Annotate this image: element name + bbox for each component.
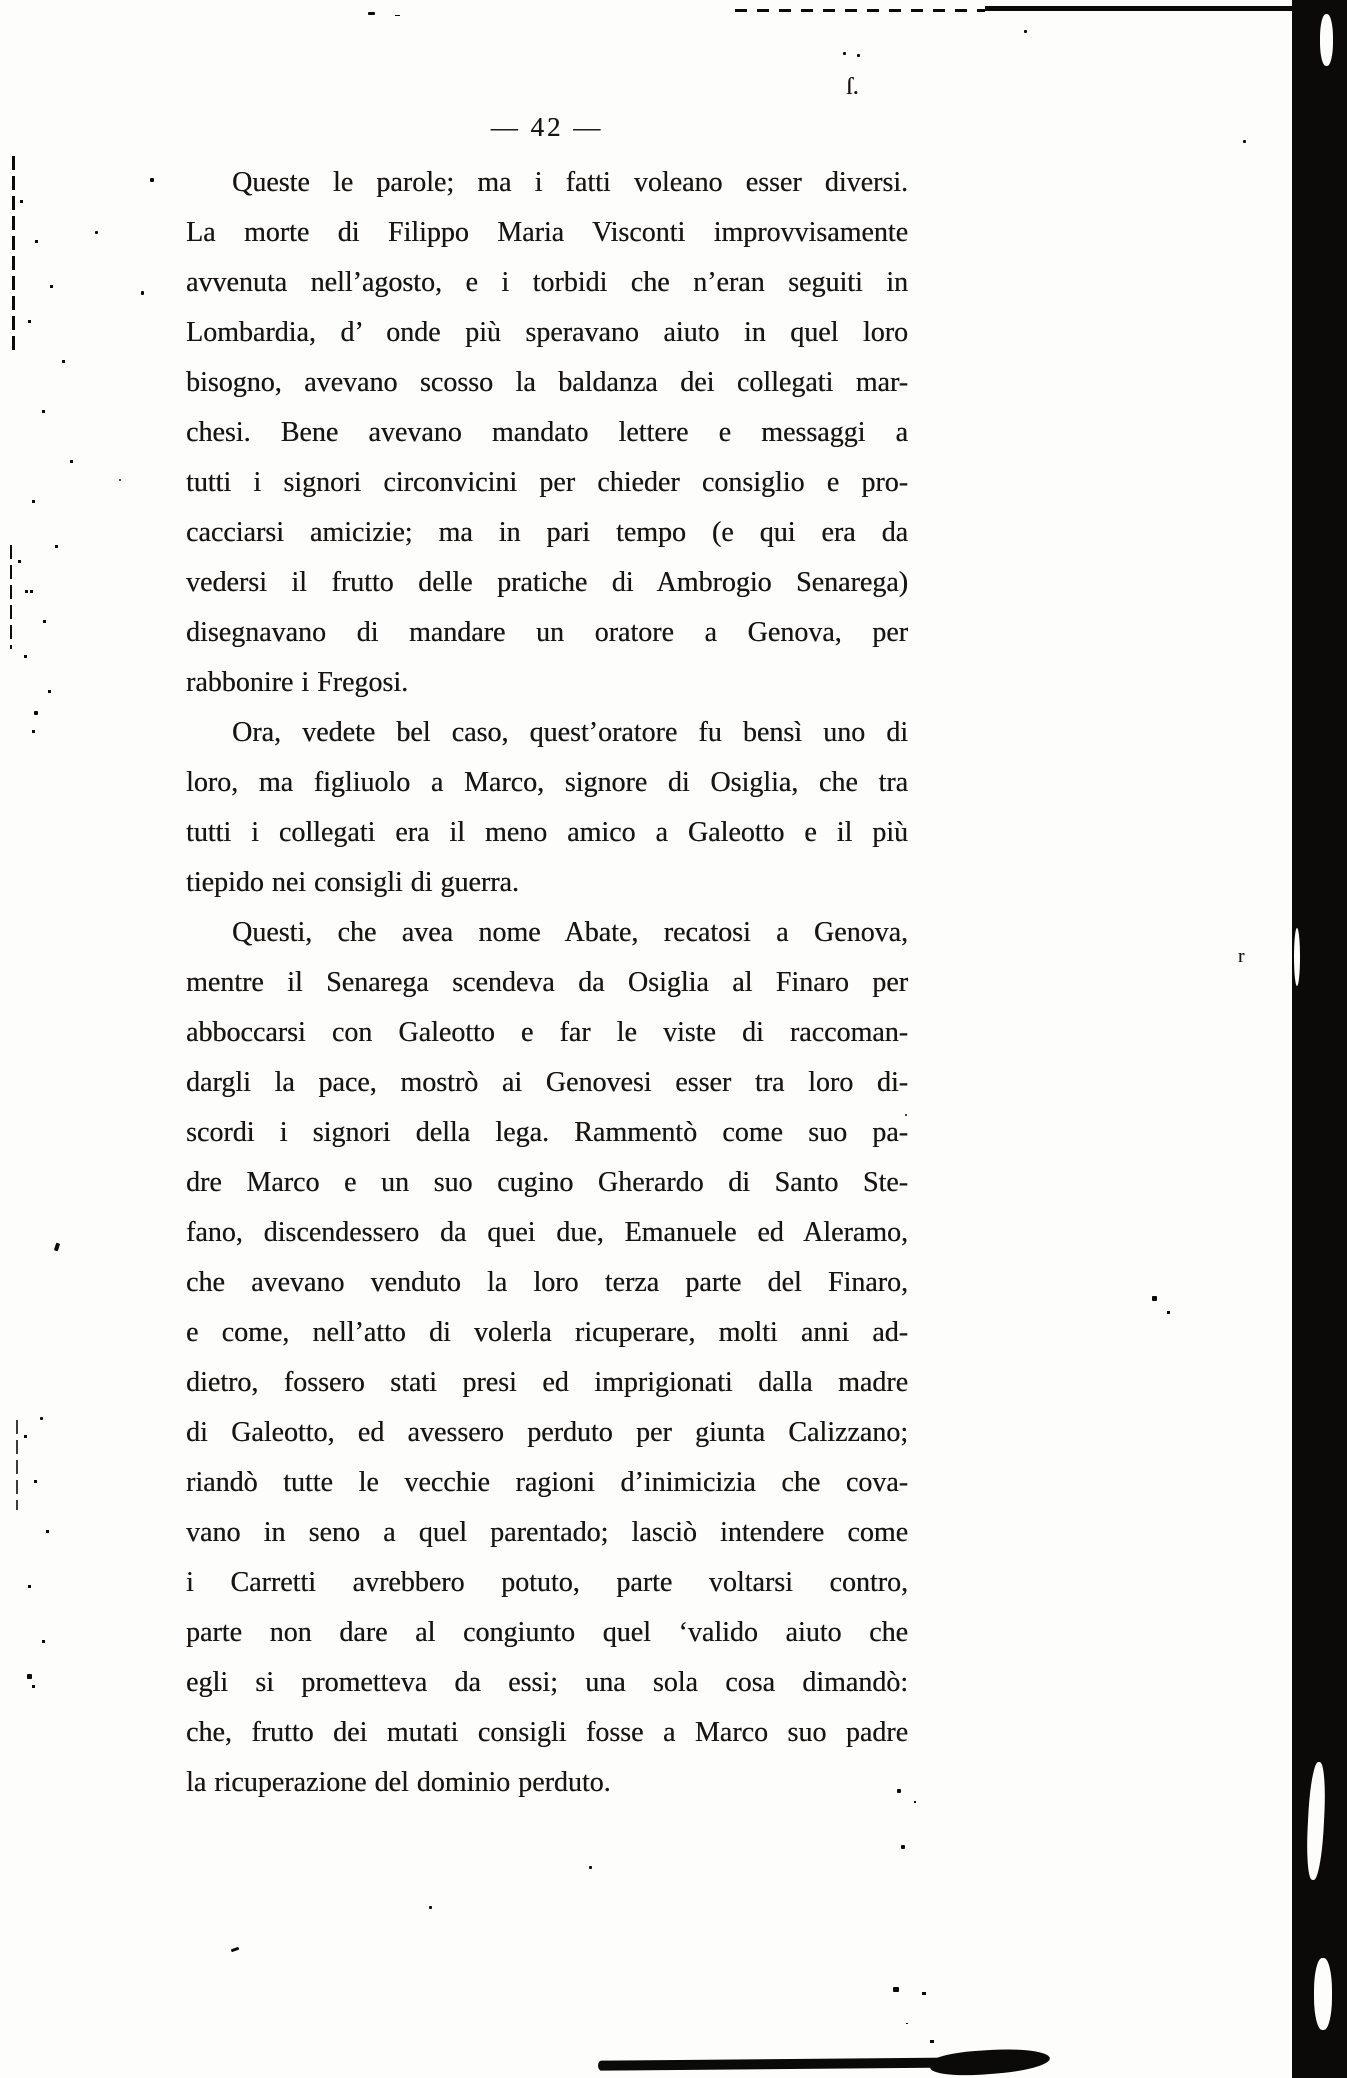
scan-bottom-smudge	[598, 2057, 980, 2070]
scan-speck	[34, 711, 38, 715]
text-line: Ora, vedete bel caso, quest’oratore fu bensì uno di	[232, 717, 908, 748]
scan-edge-gap	[1320, 14, 1333, 66]
text-line: avvenuta nell’agosto, e i torbidi che n’eran seguiti in	[186, 267, 908, 298]
scan-speck	[429, 1906, 432, 1909]
text-line: La morte di Filippo Maria Visconti improvvisamente	[186, 217, 908, 248]
text-line: vano in seno a quel parentado; lasciò intendere come	[186, 1517, 908, 1548]
scan-speck	[1024, 30, 1027, 33]
text-line: tiepido nei consigli di guerra.	[186, 867, 519, 898]
text-block	[186, 158, 908, 1808]
scan-speck	[95, 231, 98, 234]
scan-edge-gap	[1314, 1958, 1332, 2030]
text-line: riandò tutte le vecchie ragioni d’inimicizia che cova-	[186, 1467, 908, 1498]
scan-speck	[843, 52, 846, 55]
scan-speck	[150, 178, 154, 182]
scan-speck	[897, 1789, 901, 1793]
scan-top-line-solid	[985, 6, 1347, 11]
scan-scratch-line	[10, 545, 12, 649]
scan-edge-gap	[1294, 928, 1300, 986]
text-line: parte non dare al congiunto quel ‘valido aiuto che	[186, 1617, 908, 1648]
text-line: la ricuperazione del dominio perduto.	[186, 1767, 611, 1798]
scan-speck	[231, 1947, 240, 1953]
text-line: Queste le parole; ma i fatti voleano esser diversi.	[232, 167, 908, 198]
text-line: di Galeotto, ed avessero perduto per giunta Calizzano;	[186, 1417, 908, 1448]
scan-bottom-smudge	[929, 2046, 1050, 2078]
text-line: rabbonire i Fregosi.	[186, 667, 409, 698]
text-line: dargli la pace, mostrò ai Genovesi esser tra loro di-	[186, 1067, 908, 1098]
text-line: mentre il Senarega scendeva da Osiglia al Finaro per	[186, 967, 908, 998]
text-line: loro, ma figliuolo a Marco, signore di Osiglia, che tra	[186, 767, 908, 798]
text-line: chesi. Bene avevano mandato lettere e messaggi a	[186, 417, 908, 448]
text-line: Lombardia, d’ onde più speravano aiuto in quel loro	[186, 317, 908, 348]
text-line: egli si prometteva da essi; una sola cosa dimandò:	[186, 1667, 908, 1698]
scan-speck	[893, 1987, 899, 1992]
text-line: e come, nell’atto di volerla ricuperare, molti anni ad-	[186, 1317, 908, 1348]
text-line: scordi i signori della lega. Rammentò come suo pa-	[186, 1117, 908, 1148]
scan-speck	[54, 1243, 60, 1252]
paragraph	[186, 908, 908, 1808]
scan-speck	[40, 1417, 43, 1420]
scan-speck	[1152, 1296, 1157, 1301]
page-number: — 42 —	[490, 112, 604, 142]
text-line: bisogno, avevano scosso la baldanza dei collegati mar-	[186, 367, 908, 398]
text-line: dietro, fossero stati presi ed imprigionati dalla madre	[186, 1367, 908, 1398]
text-line: i Carretti avrebbero potuto, parte voltarsi contro,	[186, 1567, 908, 1598]
text-line: che, frutto dei mutati consigli fosse a Marco suo padre	[186, 1717, 908, 1748]
stray-glyph-f: ſ.	[846, 74, 859, 100]
scan-speck	[905, 1114, 907, 1116]
scan-speck	[141, 291, 144, 295]
scan-speck	[368, 12, 375, 15]
text-line: disegnavano di mandare un oratore a Genova, per	[186, 617, 908, 648]
text-line: cacciarsi amicizie; ma in pari tempo (e qui era da	[186, 517, 908, 548]
text-line: tutti i collegati era il meno amico a Galeotto e il più	[186, 817, 908, 848]
scan-speckle-cluster	[24, 1435, 27, 1438]
text-line: fano, discendessero da quei due, Emanuele ed Aleramo,	[186, 1217, 908, 1248]
text-line: dre Marco e un suo cugino Gherardo di Santo Ste-	[186, 1167, 908, 1198]
text-line: abboccarsi con Galeotto e far le viste di raccoman-	[186, 1017, 908, 1048]
scan-speck	[589, 1866, 592, 1869]
scan-speck	[27, 1674, 32, 1679]
scan-scratch-line	[16, 1420, 18, 1510]
scan-speck	[1243, 140, 1246, 143]
text-line: che avevano venduto la loro terza parte del Finaro,	[186, 1267, 908, 1298]
text-line: vedersi il frutto delle pratiche di Ambrogio Senarega)	[186, 567, 908, 598]
paragraph	[186, 708, 908, 908]
paragraph	[186, 158, 908, 708]
text-line: Questi, che avea nome Abate, recatosi a Genova,	[232, 917, 908, 948]
stray-glyph-r: r	[1238, 946, 1245, 967]
scan-scratch-line	[12, 156, 15, 356]
scan-speckle-cluster	[18, 560, 21, 563]
scan-top-line-dashed	[735, 9, 985, 12]
scan-speck	[119, 479, 121, 481]
scan-speckle-cluster	[20, 200, 23, 203]
text-line: tutti i signori circonvicini per chieder consiglio e pro-	[186, 467, 908, 498]
